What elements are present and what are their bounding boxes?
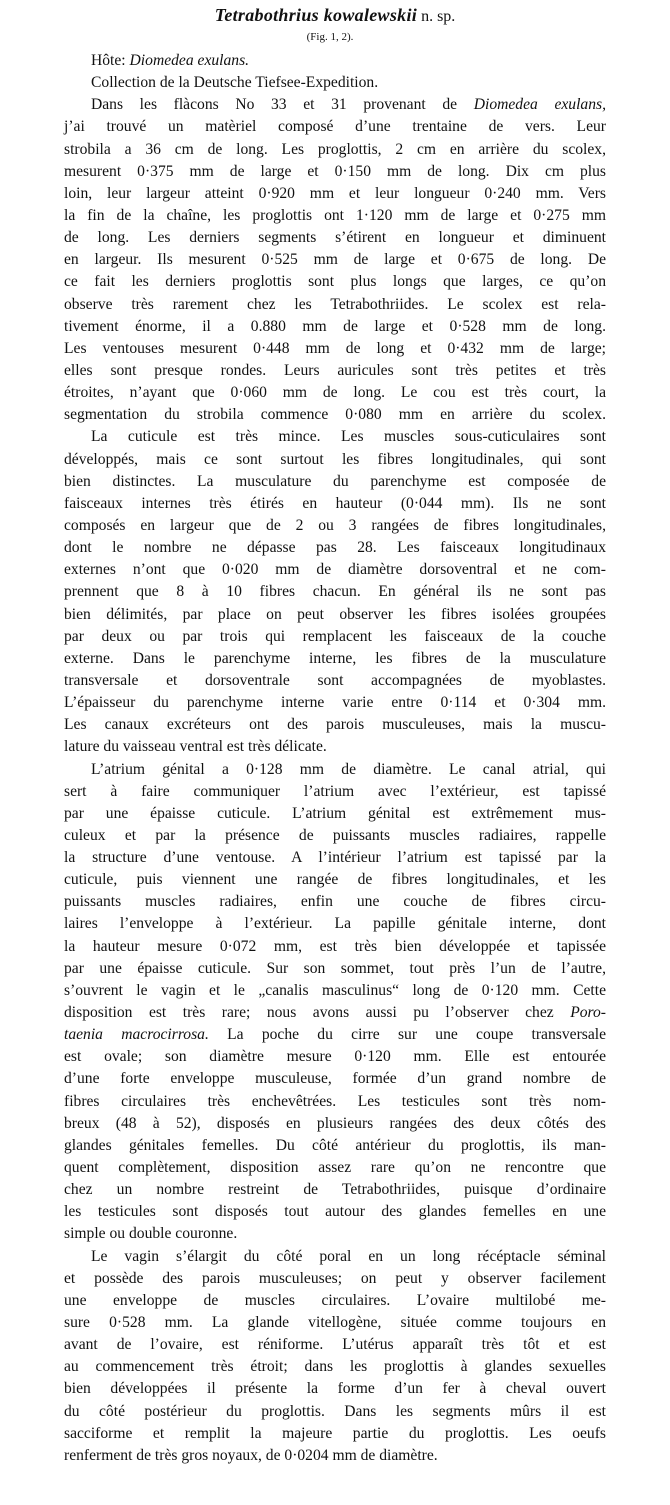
text-line [64, 559, 606, 581]
text-line [64, 1024, 606, 1046]
line-text: s’ouvrent le vagin et le „canalis masculinus“ long de 0·120 mm. Cette [64, 981, 606, 999]
text-line [64, 471, 606, 493]
line-text: quent complètement, disposition assez rare qu’on ne rencontre que [64, 1159, 606, 1177]
text-line [64, 670, 606, 692]
text-line [64, 1135, 606, 1157]
italic-taxon: Poro- [570, 1004, 606, 1022]
text-line [64, 1179, 606, 1201]
text-line [64, 891, 606, 913]
italic-taxon: taenia macrocirrosa. [64, 1026, 209, 1044]
line-text: Dans les flàcons No 33 et 31 provenant de [91, 96, 474, 114]
text-line [64, 338, 606, 360]
text-line [64, 227, 606, 249]
line-text: disposition est très rare; nous avons aussi pu l’observer chez [64, 1004, 571, 1022]
line-text: Collection de la Deutsche Tiefsee-Expedition. [91, 74, 379, 92]
text-line [64, 404, 606, 426]
line-text: la hauteur mesure 0·072 mm, est très bien développée et tapissée [64, 937, 606, 955]
line-text: breux (48 à 52), disposés en plusieurs rangées des deux côtés des [64, 1114, 606, 1132]
line-text: faisceaux internes très étirés en hauteur (0·044 mm). Ils ne sont [64, 494, 606, 512]
line-text: est ovale; son diamètre mesure 0·120 mm. Elle est entourée [64, 1048, 606, 1066]
text-line [64, 1268, 606, 1290]
text-line [64, 249, 606, 271]
line-text: externe. Dans le parenchyme interne, les fibres de la musculature [64, 649, 606, 667]
text-line [64, 626, 606, 648]
line-text: culeux et par la présence de puissants muscles radiaires, rappelle [64, 826, 606, 844]
text-line [64, 1334, 606, 1356]
text-line [64, 1312, 606, 1334]
line-text: chez un nombre restreint de Tetrabothriides, puisque d’ordinaire [64, 1181, 606, 1199]
line-text: composés en largeur que de 2 ou 3 rangées de fibres longitudinales, [64, 516, 606, 534]
text-line [64, 426, 606, 448]
new-species-marker: n. sp. [417, 8, 456, 25]
line-text: sert à faire communiquer l’atrium avec l’extérieur, est tapissé [64, 782, 606, 800]
line-text: développés, mais ce sont surtout les fibres longitudinales, qui sont [64, 450, 606, 468]
text-line [64, 692, 606, 714]
text-line [64, 1157, 606, 1179]
text-line [64, 803, 606, 825]
italic-taxon: Diomedea exulans. [129, 52, 250, 69]
line-text: une enveloppe de muscles circulaires. L’ovaire multilobé me- [64, 1291, 606, 1309]
line-text: en largeur. Ils mesurent 0·525 mm de large et 0·675 de long. De [64, 251, 606, 269]
line-text: Le vagin s’élargit du côté poral en un long récéptacle séminal [91, 1247, 606, 1265]
line-text: L’épaisseur du parenchyme interne varie entre 0·114 et 0·304 mm. [64, 694, 606, 712]
line-text: lature du vaisseau ventral est très délicate. [64, 738, 327, 756]
text-line [64, 316, 606, 338]
text-line [64, 1378, 606, 1400]
text-line [64, 1423, 606, 1445]
line-text: simple ou double couronne. [64, 1225, 238, 1243]
italic-taxon: Diomedea exulans, [473, 96, 606, 114]
text-line [64, 382, 606, 404]
text-line [64, 183, 606, 205]
line-text: La poche du cirre sur une coupe transversale [208, 1026, 607, 1044]
text-line [64, 936, 606, 958]
text-line [64, 449, 606, 471]
line-text: elles sont presque rondes. Leurs auricules sont très petites et très [64, 361, 606, 379]
text-line [64, 294, 606, 316]
text-line [64, 493, 606, 515]
body-text [64, 50, 606, 1467]
line-text: avant de l’ovaire, est réniforme. L’utérus apparaît très tôt et est [64, 1336, 606, 1354]
text-line [64, 604, 606, 626]
line-text: externes n’ont que 0·020 mm de diamètre dorsoventral et ne com- [64, 561, 606, 579]
species-name: Tetrabothrius kowalewskii [214, 5, 418, 25]
line-text: de long. Les derniers segments s’étirent en longueur et diminuent [64, 229, 606, 247]
line-text: transversale et dorsoventrale sont accompagnées de myoblastes. [64, 671, 606, 689]
line-text: observe très rarement chez les Tetrabothriides. Le scolex est rela- [64, 295, 606, 313]
line-text: du côté postérieur du proglottis. Dans les segments mûrs il est [64, 1402, 606, 1420]
text-line [64, 1046, 606, 1068]
line-text: Les canaux excréteurs ont des parois musculeuses, mais la muscu- [64, 716, 606, 734]
text-line [64, 1068, 606, 1090]
text-line [64, 50, 606, 72]
line-text: sacciforme et remplit la majeure partie du proglottis. Les oeufs [64, 1424, 606, 1442]
text-line [64, 1002, 606, 1024]
text-line [64, 205, 606, 227]
line-text: mesurent 0·375 mm de large et 0·150 mm de long. Dix cm plus [64, 162, 606, 180]
text-line [64, 1223, 606, 1245]
line-text: par deux ou par trois qui remplacent les faisceaux de la couche [64, 627, 606, 645]
figure-reference: (Fig. 1, 2). [306, 31, 354, 43]
text-line [64, 1401, 606, 1423]
text-line [64, 94, 606, 116]
line-text: par une épaisse cuticule. L’atrium génital est extrêmement mus- [64, 804, 606, 822]
line-text: cuticule, puis viennent une rangée de fibres longitudinales, et les [64, 871, 606, 889]
text-line [64, 1356, 606, 1378]
line-text: laires l’enveloppe à l’extérieur. La papille génitale interne, dont [64, 915, 606, 933]
text-line [64, 980, 606, 1002]
text-line [64, 781, 606, 803]
text-line [64, 1445, 606, 1467]
text-line [64, 271, 606, 293]
line-text: par une épaisse cuticule. Sur son sommet, tout près l’un de l’autre, [64, 959, 606, 977]
text-line [64, 847, 606, 869]
text-line [64, 648, 606, 670]
text-line [64, 537, 606, 559]
line-text: et possède des parois musculeuses; on peut y observer facilement [64, 1269, 606, 1287]
line-text: bien développées il présente la forme d’un fer à cheval ouvert [64, 1380, 606, 1398]
line-text: strobila a 36 cm de long. Les proglottis, 2 cm en arrière du scolex, [64, 140, 606, 158]
text-line [64, 736, 606, 758]
text-line [64, 1290, 606, 1312]
line-text: la fin de la chaîne, les proglottis ont 1·120 mm de large et 0·275 mm [64, 206, 606, 224]
text-line [64, 515, 606, 537]
line-text: fibres circulaires très enchevêtrées. Les testicules sont très nom- [64, 1092, 606, 1110]
text-line [64, 360, 606, 382]
text-line [64, 913, 606, 935]
text-line [64, 825, 606, 847]
line-text: ce fait les derniers proglottis sont plus longs que larges, ce qu’on [64, 273, 606, 291]
line-text: sure 0·528 mm. La glande vitellogène, située comme toujours en [64, 1314, 606, 1332]
text-line [64, 1201, 606, 1223]
line-text: renferment de très gros noyaux, de 0·0204 mm de diamètre. [64, 1446, 438, 1464]
line-text: au commencement très étroit; dans les proglottis à glandes sexuelles [64, 1358, 606, 1376]
line-text: étroites, n’ayant que 0·060 mm de long. Le cou est très court, la [64, 384, 606, 402]
text-line [64, 869, 606, 891]
text-line [64, 139, 606, 161]
text-line [64, 714, 606, 736]
line-text: tivement énorme, il a 0.880 mm de large et 0·528 mm de long. [64, 317, 606, 335]
line-text: loin, leur largeur atteint 0·920 mm et leur longueur 0·240 mm. Vers [64, 184, 606, 202]
line-text: la structure d’une ventouse. A l’intérieur l’atrium est tapissé par la [64, 849, 606, 867]
line-text: L’atrium génital a 0·128 mm de diamètre. Le canal atrial, qui [91, 760, 606, 778]
line-text: j’ai trouvé un matèriel composé d’une trentaine de vers. Leur [64, 118, 606, 136]
text-line [64, 1246, 606, 1268]
line-text: prennent que 8 à 10 fibres chacun. En général ils ne sont pas [64, 583, 606, 601]
text-line [64, 72, 606, 94]
text-line [64, 581, 606, 603]
line-text: segmentation du strobila commence 0·080 mm en arrière du scolex. [64, 406, 606, 424]
line-text: bien délimités, par place on peut observer les fibres isolées groupées [64, 605, 606, 623]
line-text: glandes génitales femelles. Du côté antérieur du proglottis, ils man- [64, 1136, 606, 1154]
line-text: d’une forte enveloppe musculeuse, formée d’un grand nombre de [64, 1070, 606, 1088]
text-line [64, 759, 606, 781]
line-text: bien distinctes. La musculature du parenchyme est composée de [64, 472, 606, 490]
line-text: les testicules sont disposés tout autour des glandes femelles en une [64, 1203, 606, 1221]
line-text: puissants muscles radiaires, enfin une couche de fibres circu- [64, 893, 606, 911]
text-line [64, 958, 606, 980]
line-text: Hôte: [91, 52, 130, 69]
line-text: La cuticule est très mince. Les muscles sous-cuticulaires sont [91, 428, 606, 446]
line-text: Les ventouses mesurent 0·448 mm de long et 0·432 mm de large; [64, 339, 606, 357]
text-line [64, 161, 606, 183]
species-heading [0, 4, 670, 28]
text-line [64, 1113, 606, 1135]
text-line [64, 116, 606, 138]
text-line [64, 1091, 606, 1113]
line-text: dont le nombre ne dépasse pas 28. Les faisceaux longitudinaux [64, 539, 606, 557]
